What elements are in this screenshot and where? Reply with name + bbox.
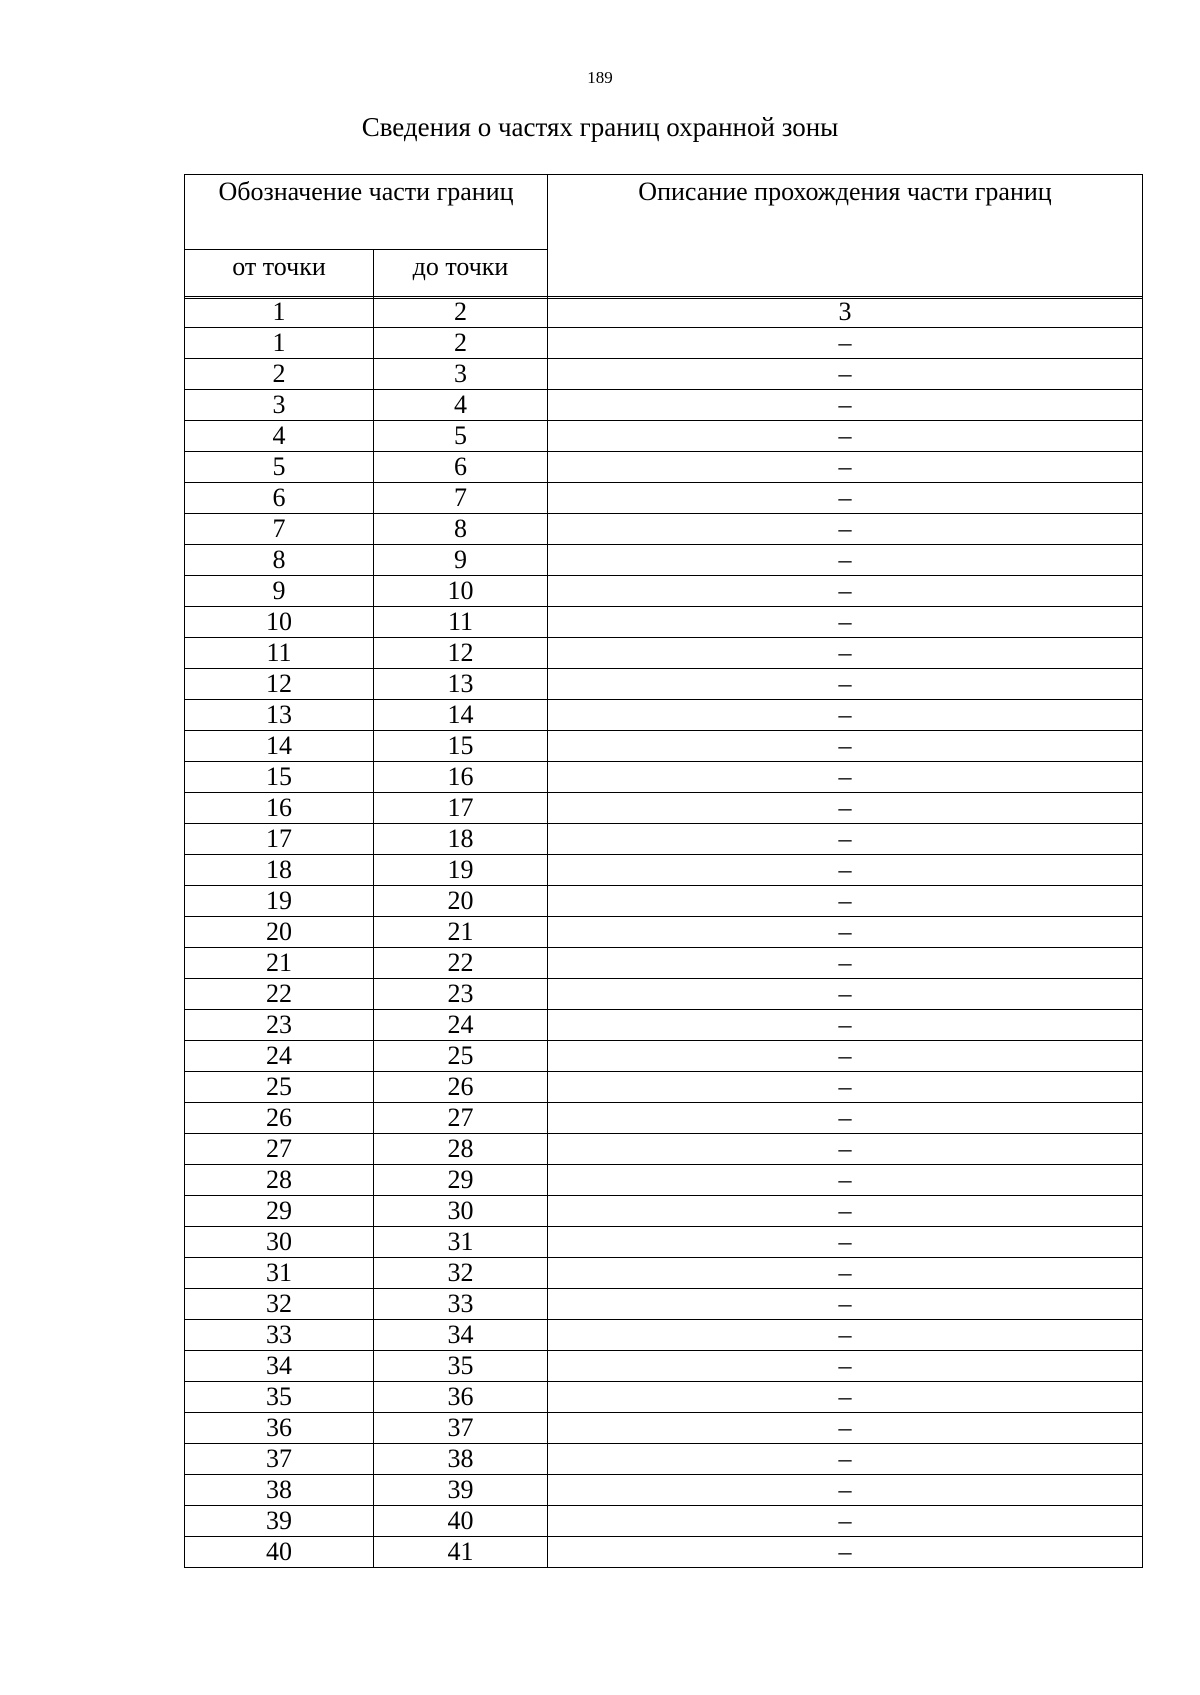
table-row	[185, 762, 1143, 793]
boundary-table	[184, 296, 1143, 1568]
table-row	[185, 886, 1143, 917]
description-cell: –	[548, 1196, 1143, 1227]
to-point-cell: 23	[374, 979, 548, 1010]
from-point-cell: 37	[185, 1444, 374, 1475]
from-point-cell: 13	[185, 700, 374, 731]
header-from-point: от точки	[185, 250, 374, 299]
from-point-cell: 35	[185, 1382, 374, 1413]
to-point-cell: 11	[374, 607, 548, 638]
from-point-cell: 11	[185, 638, 374, 669]
table-row	[185, 700, 1143, 731]
to-point-cell: 7	[374, 483, 548, 514]
to-point-cell: 31	[374, 1227, 548, 1258]
description-cell: –	[548, 731, 1143, 762]
from-point-cell: 33	[185, 1320, 374, 1351]
table-row	[185, 483, 1143, 514]
from-point-cell: 32	[185, 1289, 374, 1320]
table-row	[185, 1444, 1143, 1475]
to-point-cell: 6	[374, 452, 548, 483]
from-point-cell: 25	[185, 1072, 374, 1103]
from-point-cell: 27	[185, 1134, 374, 1165]
table-row	[185, 1227, 1143, 1258]
table-row	[185, 514, 1143, 545]
from-point-cell: 22	[185, 979, 374, 1010]
table-row	[185, 1134, 1143, 1165]
from-point-cell: 1	[185, 328, 374, 359]
from-point-cell: 14	[185, 731, 374, 762]
table-row	[185, 1041, 1143, 1072]
description-cell: –	[548, 452, 1143, 483]
to-point-cell: 39	[374, 1475, 548, 1506]
to-point-cell: 8	[374, 514, 548, 545]
to-point-cell: 30	[374, 1196, 548, 1227]
description-cell: –	[548, 390, 1143, 421]
description-cell: –	[548, 669, 1143, 700]
to-point-cell: 38	[374, 1444, 548, 1475]
from-point-cell: 23	[185, 1010, 374, 1041]
header-description: Описание прохождения части границ	[548, 175, 1143, 299]
description-cell: –	[548, 1103, 1143, 1134]
to-point-cell: 34	[374, 1320, 548, 1351]
description-cell: –	[548, 1444, 1143, 1475]
table-row	[185, 669, 1143, 700]
page-number: 189	[587, 68, 613, 87]
from-point-cell: 31	[185, 1258, 374, 1289]
table-row	[185, 607, 1143, 638]
description-cell: –	[548, 1537, 1143, 1568]
table-row	[185, 359, 1143, 390]
description-cell: –	[548, 1227, 1143, 1258]
from-point-cell: 15	[185, 762, 374, 793]
table-row	[185, 1103, 1143, 1134]
table-row	[185, 824, 1143, 855]
from-point-cell: 40	[185, 1537, 374, 1568]
from-point-cell: 2	[185, 359, 374, 390]
from-point-cell: 5	[185, 452, 374, 483]
to-point-cell: 13	[374, 669, 548, 700]
description-cell: –	[548, 1506, 1143, 1537]
description-cell: –	[548, 1010, 1143, 1041]
description-cell: –	[548, 359, 1143, 390]
from-point-cell: 26	[185, 1103, 374, 1134]
from-point-cell: 39	[185, 1506, 374, 1537]
description-cell: –	[548, 700, 1143, 731]
description-cell: –	[548, 328, 1143, 359]
table-row	[185, 1010, 1143, 1041]
table-row	[185, 1258, 1143, 1289]
table-row	[185, 1351, 1143, 1382]
to-point-cell: 26	[374, 1072, 548, 1103]
page-title: Сведения о частях границ охранной зоны	[361, 112, 839, 142]
table-row	[185, 421, 1143, 452]
from-point-cell: 18	[185, 855, 374, 886]
to-point-cell: 37	[374, 1413, 548, 1444]
description-cell: –	[548, 421, 1143, 452]
from-point-cell: 28	[185, 1165, 374, 1196]
column-number: 3	[548, 297, 1143, 328]
header-designation: Обозначение части границ	[185, 175, 548, 250]
description-cell: –	[548, 793, 1143, 824]
description-cell: –	[548, 638, 1143, 669]
to-point-cell: 35	[374, 1351, 548, 1382]
to-point-cell: 19	[374, 855, 548, 886]
to-point-cell: 22	[374, 948, 548, 979]
from-point-cell: 12	[185, 669, 374, 700]
table-row	[185, 1537, 1143, 1568]
to-point-cell: 5	[374, 421, 548, 452]
to-point-cell: 32	[374, 1258, 548, 1289]
from-point-cell: 19	[185, 886, 374, 917]
to-point-cell: 24	[374, 1010, 548, 1041]
table-row	[185, 1506, 1143, 1537]
to-point-cell: 3	[374, 359, 548, 390]
description-cell: –	[548, 1165, 1143, 1196]
table-row	[185, 948, 1143, 979]
from-point-cell: 7	[185, 514, 374, 545]
from-point-cell: 30	[185, 1227, 374, 1258]
to-point-cell: 33	[374, 1289, 548, 1320]
description-cell: –	[548, 607, 1143, 638]
table-row	[185, 1165, 1143, 1196]
description-cell: –	[548, 824, 1143, 855]
to-point-cell: 20	[374, 886, 548, 917]
description-cell: –	[548, 1258, 1143, 1289]
description-cell: –	[548, 1382, 1143, 1413]
from-point-cell: 3	[185, 390, 374, 421]
table-row	[185, 390, 1143, 421]
description-cell: –	[548, 1041, 1143, 1072]
from-point-cell: 29	[185, 1196, 374, 1227]
to-point-cell: 36	[374, 1382, 548, 1413]
to-point-cell: 25	[374, 1041, 548, 1072]
description-cell: –	[548, 1475, 1143, 1506]
to-point-cell: 27	[374, 1103, 548, 1134]
to-point-cell: 15	[374, 731, 548, 762]
table-header	[184, 174, 1143, 299]
description-cell: –	[548, 1134, 1143, 1165]
table-row	[185, 576, 1143, 607]
table-row	[185, 855, 1143, 886]
header-to-point: до точки	[374, 250, 548, 299]
to-point-cell: 12	[374, 638, 548, 669]
from-point-cell: 17	[185, 824, 374, 855]
table-row	[185, 1072, 1143, 1103]
from-point-cell: 20	[185, 917, 374, 948]
table-row	[185, 1475, 1143, 1506]
from-point-cell: 4	[185, 421, 374, 452]
to-point-cell: 9	[374, 545, 548, 576]
from-point-cell: 9	[185, 576, 374, 607]
to-point-cell: 41	[374, 1537, 548, 1568]
description-cell: –	[548, 855, 1143, 886]
to-point-cell: 16	[374, 762, 548, 793]
to-point-cell: 28	[374, 1134, 548, 1165]
table-row	[185, 328, 1143, 359]
table-row	[185, 1413, 1143, 1444]
to-point-cell: 21	[374, 917, 548, 948]
table-row	[185, 1196, 1143, 1227]
from-point-cell: 16	[185, 793, 374, 824]
to-point-cell: 10	[374, 576, 548, 607]
to-point-cell: 4	[374, 390, 548, 421]
table-row	[185, 731, 1143, 762]
description-cell: –	[548, 576, 1143, 607]
table-row	[185, 638, 1143, 669]
boundary-table-body	[185, 297, 1143, 1568]
description-cell: –	[548, 1351, 1143, 1382]
to-point-cell: 17	[374, 793, 548, 824]
description-cell: –	[548, 979, 1143, 1010]
description-cell: –	[548, 545, 1143, 576]
table-row	[185, 1382, 1143, 1413]
from-point-cell: 10	[185, 607, 374, 638]
description-cell: –	[548, 1289, 1143, 1320]
from-point-cell: 21	[185, 948, 374, 979]
table-row	[185, 1289, 1143, 1320]
table-row	[185, 1320, 1143, 1351]
description-cell: –	[548, 483, 1143, 514]
column-number: 1	[185, 297, 374, 328]
table-row	[185, 793, 1143, 824]
description-cell: –	[548, 1320, 1143, 1351]
column-number: 2	[374, 297, 548, 328]
from-point-cell: 36	[185, 1413, 374, 1444]
from-point-cell: 8	[185, 545, 374, 576]
description-cell: –	[548, 762, 1143, 793]
from-point-cell: 34	[185, 1351, 374, 1382]
to-point-cell: 2	[374, 328, 548, 359]
to-point-cell: 18	[374, 824, 548, 855]
description-cell: –	[548, 886, 1143, 917]
description-cell: –	[548, 1413, 1143, 1444]
from-point-cell: 24	[185, 1041, 374, 1072]
from-point-cell: 38	[185, 1475, 374, 1506]
table-row	[185, 917, 1143, 948]
description-cell: –	[548, 948, 1143, 979]
column-number-row	[185, 297, 1143, 328]
table-row	[185, 545, 1143, 576]
table-row	[185, 979, 1143, 1010]
description-cell: –	[548, 1072, 1143, 1103]
to-point-cell: 29	[374, 1165, 548, 1196]
table-row	[185, 452, 1143, 483]
description-cell: –	[548, 514, 1143, 545]
from-point-cell: 6	[185, 483, 374, 514]
to-point-cell: 14	[374, 700, 548, 731]
to-point-cell: 40	[374, 1506, 548, 1537]
description-cell: –	[548, 917, 1143, 948]
